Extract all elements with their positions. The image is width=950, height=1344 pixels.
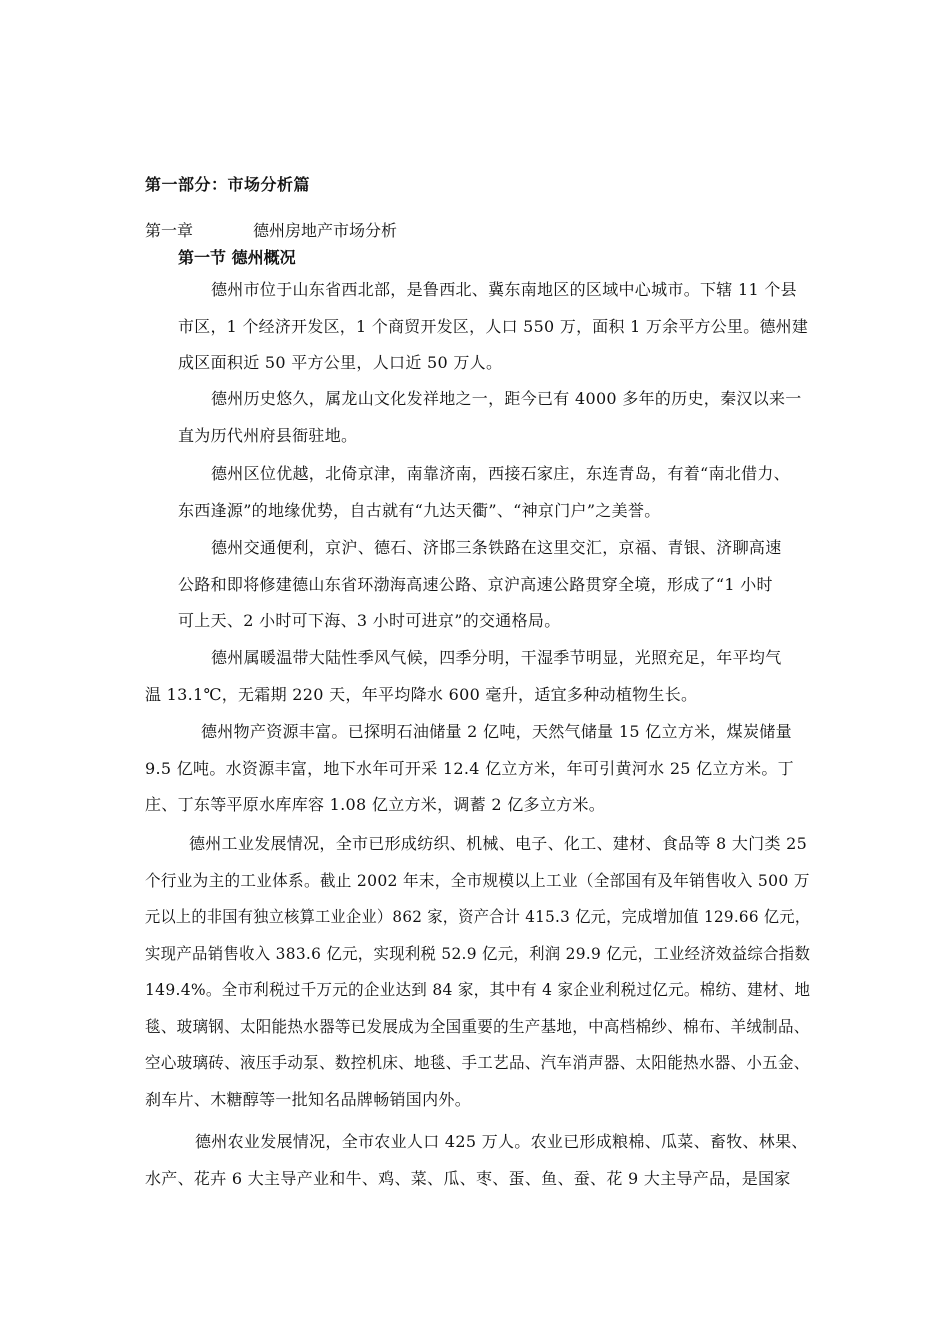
section-heading: 第一节 德州概况: [178, 248, 296, 267]
paragraph-line: 可上天、2 小时可下海、3 小时可进京”的交通格局。: [178, 611, 561, 630]
paragraph-line: 德州工业发展情况，全市已形成纺织、机械、电子、化工、建材、食品等 8 大门类 25: [189, 834, 808, 853]
chapter-heading: [145, 218, 397, 241]
paragraph-line: 毯、玻璃钢、太阳能热水器等已发展成为全国重要的生产基地，中高档棉纱、棉布、羊绒制品、: [145, 1016, 810, 1036]
paragraph-history: [178, 381, 808, 454]
paragraph-line: 空心玻璃砖、液压手动泵、数控机床、地毯、手工艺品、汽车消声器、太阳能热水器、小五金、: [145, 1053, 810, 1072]
paragraph-line: 市区，1 个经济开发区，1 个商贸开发区，人口 550 万，面积 1 万余平方公里。德州建: [178, 316, 809, 336]
paragraph-line: 公路和即将修建德山东省环渤海高速公路、京沪高速公路贯穿全境，形成了“1 小时: [178, 574, 773, 594]
paragraph-line: 庄、丁东等平原水库库容 1.08 亿立方米，调蓄 2 亿多立方米。: [145, 795, 606, 814]
paragraph-line: 德州属暖温带大陆性季风气候，四季分明，干湿季节明显，光照充足，年平均气: [211, 648, 782, 667]
paragraph-line: 元以上的非国有独立核算工业企业）862 家，资产合计 415.3 亿元，完成增加值 129.66 亿元，: [145, 907, 811, 926]
paragraph-line: 德州农业发展情况，全市农业人口 425 万人。农业已形成粮棉、瓜菜、畜牧、林果、: [195, 1132, 808, 1151]
part-title: 第一部分：市场分析篇: [145, 175, 311, 194]
paragraph-line: 德州区位优越，北倚京津，南靠济南，西接石家庄，东连青岛，有着“南北借力、: [211, 464, 790, 483]
paragraph-line: 德州物产资源丰富。已探明石油储量 2 亿吨，天然气储量 15 亿立方米，煤炭储量: [201, 722, 792, 741]
paragraph-location: [178, 456, 808, 529]
paragraph-climate: [145, 640, 810, 713]
chapter-title: 德州房地产市场分析: [253, 221, 398, 240]
paragraph-line: 成区面积近 50 平方公里，人口近 50 万人。: [178, 353, 503, 372]
paragraph-line: 德州历史悠久，属龙山文化发祥地之一，距今已有 4000 多年的历史，秦汉以来一: [211, 389, 802, 408]
paragraph-line: 水产、花卉 6 大主导产业和牛、鸡、菜、瓜、枣、蛋、鱼、蚕、花 9 大主导产品，是国家: [145, 1168, 791, 1188]
paragraph-line: 东西逢源”的地缘优势，自古就有“九达天衢”、“神京门户”之美誉。: [178, 500, 661, 520]
chapter-number: 第一章: [145, 221, 194, 240]
paragraph-line: 直为历代州府县衙驻地。: [178, 425, 358, 445]
paragraph-overview: [178, 272, 808, 382]
paragraph-line: 刹车片、木糖醇等一批知名品牌畅销国内外。: [145, 1089, 472, 1109]
paragraph-line: 德州交通便利，京沪、德石、济邯三条铁路在这里交汇，京福、青银、济聊高速: [211, 538, 782, 557]
paragraph-line: 温 13.1℃，无霜期 220 天，年平均降水 600 毫升，适宜多种动植物生长。: [145, 684, 698, 704]
paragraph-line: 9.5 亿吨。水资源丰富，地下水年可开采 12.4 亿立方米，年可引黄河水 25 亿立方米。丁: [145, 758, 794, 778]
paragraph-resources: [145, 714, 810, 824]
paragraph-line: 德州市位于山东省西北部，是鲁西北、冀东南地区的区域中心城市。下辖 11 个县: [211, 280, 797, 299]
paragraph-line: 个行业为主的工业体系。截止 2002 年末，全市规模以上工业（全部国有及年销售收入 500 万: [145, 870, 810, 890]
paragraph-agriculture: [145, 1124, 810, 1197]
paragraph-line: 实现产品销售收入 383.6 亿元，实现利税 52.9 亿元，利润 29.9 亿元，工业经济效益综合指数: [145, 943, 811, 963]
paragraph-transport: [178, 530, 808, 640]
paragraph-line: 149.4%。全市利税过千万元的企业达到 84 家，其中有 4 家企业利税过亿元。棉纺、建材、地: [145, 980, 811, 999]
paragraph-industry: [145, 826, 810, 1118]
